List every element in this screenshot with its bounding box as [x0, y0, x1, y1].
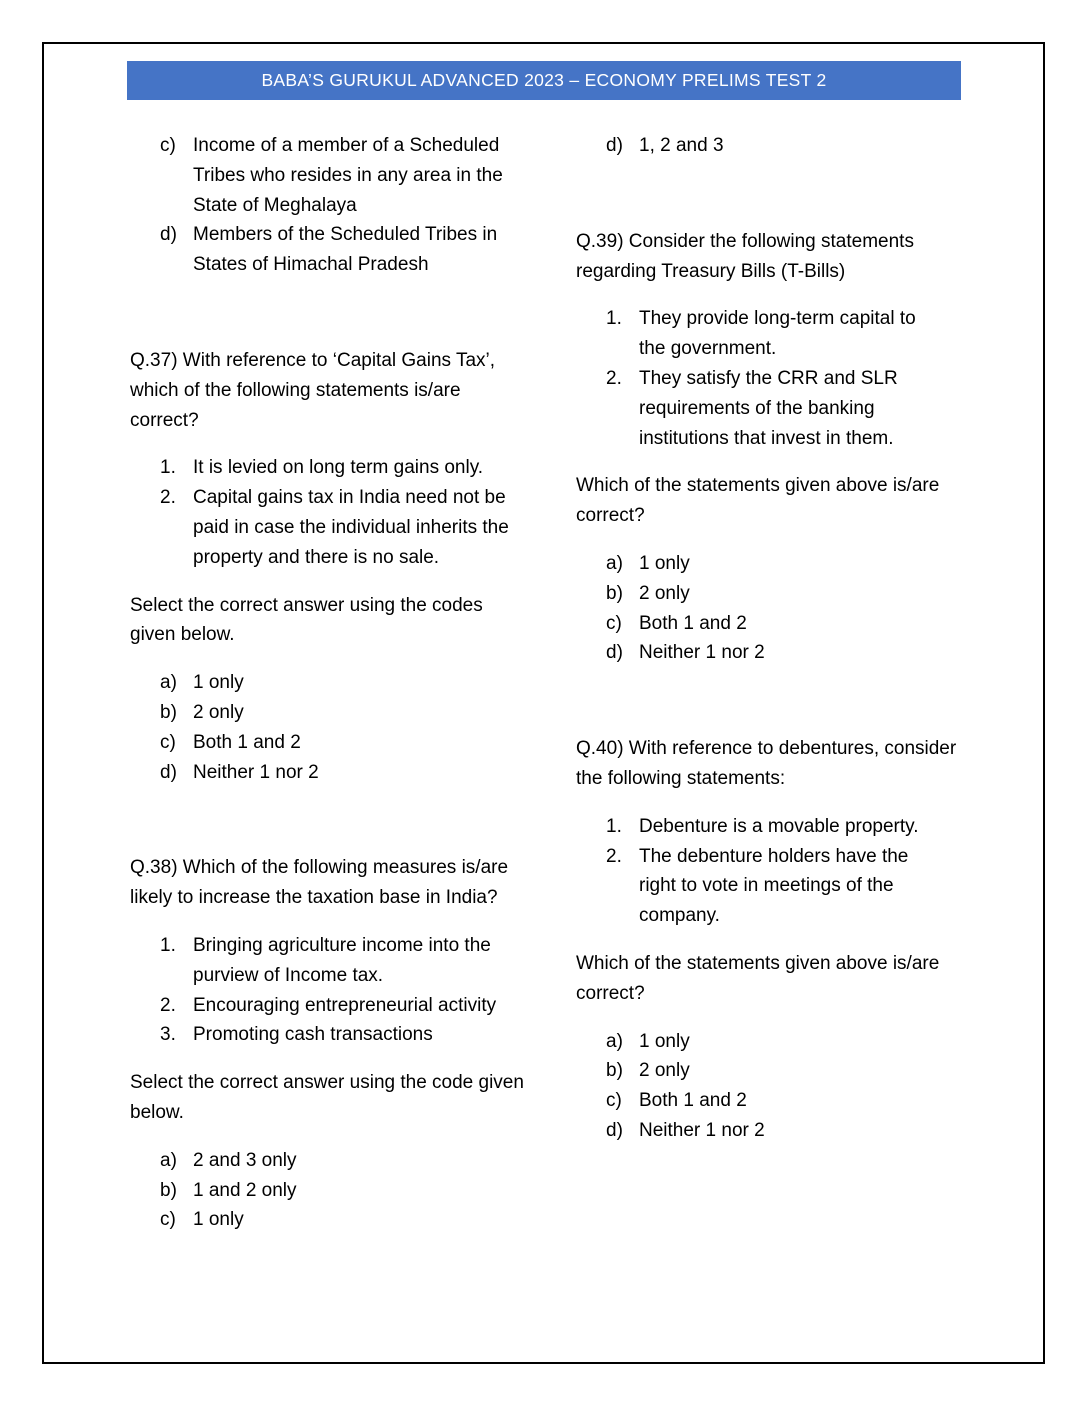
option-row [606, 579, 966, 609]
option-row [160, 1176, 530, 1206]
statement-row [160, 453, 530, 483]
option-row [606, 1086, 966, 1116]
option-row [160, 698, 530, 728]
statement-number: 1. [606, 815, 622, 837]
statement-row [606, 842, 966, 931]
left-column [130, 131, 530, 1253]
option-row [160, 728, 530, 758]
prev-question-options-left [130, 131, 530, 280]
statement-row [606, 364, 966, 453]
statement-number: 2. [160, 487, 176, 509]
option-row [160, 668, 530, 698]
question-37-intro: Q.37) With reference to ‘Capital Gains Tax’, which of the following statements is/are correct? [130, 349, 496, 431]
question-39-prompt: Which of the statements given above is/are correct? [576, 475, 940, 527]
option-text: Income of a member of a Scheduled Tribes who resides in any area in the State of Meghalaya [193, 135, 503, 216]
question-37-prompt: Select the correct answer using the codes given below. [130, 594, 483, 646]
option-row [606, 1027, 966, 1057]
statement-text: Capital gains tax in India need not be paid in case the individual inherits the property and there is no sale. [193, 487, 509, 568]
question-39-intro: Q.39) Consider the following statements regarding Treasury Bills (T-Bills) [576, 230, 914, 282]
option-label: b) [160, 701, 177, 723]
option-row [160, 758, 530, 788]
option-label: d) [160, 224, 177, 246]
option-label: c) [606, 612, 622, 634]
statement-row [606, 812, 966, 842]
statement-row [160, 991, 530, 1021]
option-text: 1 only [193, 672, 244, 694]
option-row [606, 609, 966, 639]
option-label: a) [160, 1149, 177, 1171]
question-39-options [576, 549, 966, 668]
question-37-statements [130, 453, 530, 572]
option-text: 2 only [193, 701, 244, 723]
option-label: d) [160, 761, 177, 783]
option-label: a) [606, 1030, 623, 1052]
statement-number: 2. [606, 845, 622, 867]
question-38-intro: Q.38) Which of the following measures is/are likely to increase the taxation base in India? [130, 857, 509, 909]
option-label: c) [160, 135, 176, 156]
statement-text: They satisfy the CRR and SLR requirements of the banking institutions that invest in them. [639, 367, 898, 449]
option-text: Both 1 and 2 [639, 1090, 747, 1112]
option-row [160, 1205, 530, 1235]
option-text: 2 and 3 only [193, 1149, 297, 1171]
question-39-statements [576, 304, 966, 453]
option-label: d) [606, 642, 623, 664]
option-label: c) [606, 1090, 622, 1112]
statement-text: It is levied on long term gains only. [193, 457, 484, 479]
question-38-options [130, 1146, 530, 1235]
statement-text: Promoting cash transactions [193, 1024, 433, 1046]
statement-row [606, 304, 966, 364]
option-row [160, 131, 530, 220]
option-label: c) [160, 1209, 176, 1231]
header-banner [127, 61, 961, 100]
option-text: 1 only [639, 1030, 690, 1052]
option-label: b) [606, 582, 623, 604]
statement-number: 1. [606, 308, 622, 330]
option-label: a) [606, 552, 623, 574]
option-label: a) [160, 672, 177, 694]
question-37-options [130, 668, 530, 787]
option-label: c) [160, 731, 176, 753]
header-title: BABA’S GURUKUL ADVANCED 2023 – ECONOMY PRELIMS TEST 2 [261, 70, 827, 90]
option-label: b) [160, 1179, 177, 1201]
option-text: 2 only [639, 582, 690, 604]
option-text: 1, 2 and 3 [639, 135, 724, 156]
statement-number: 3. [160, 1024, 176, 1046]
statement-number: 2. [606, 367, 622, 389]
option-text: 2 only [639, 1060, 690, 1082]
option-text: 1 and 2 only [193, 1179, 297, 1201]
option-text: 1 only [193, 1209, 244, 1231]
statement-number: 2. [160, 994, 176, 1016]
option-text: 1 only [639, 552, 690, 574]
statement-text: They provide long-term capital to the government. [639, 308, 916, 360]
statement-text: Bringing agriculture income into the purview of Income tax. [193, 934, 491, 986]
question-38-prompt: Select the correct answer using the code given below. [130, 1072, 524, 1123]
statement-row [160, 1020, 530, 1050]
option-label: d) [606, 1119, 623, 1141]
statement-row [160, 931, 530, 991]
option-text: Neither 1 nor 2 [639, 1119, 765, 1141]
option-row [606, 549, 966, 579]
right-column [576, 131, 966, 1164]
question-40-statements [576, 812, 966, 931]
option-text: Members of the Scheduled Tribes in States of Himachal Pradesh [193, 224, 498, 276]
statement-text: Encouraging entrepreneurial activity [193, 994, 497, 1016]
question-40-prompt: Which of the statements given above is/are correct? [576, 952, 940, 1004]
option-row [606, 638, 966, 668]
statement-number: 1. [160, 934, 176, 956]
option-row [160, 1146, 530, 1176]
option-text: Neither 1 nor 2 [193, 761, 319, 783]
question-40-intro: Q.40) With reference to debentures, consider the following statements: [576, 738, 957, 789]
statement-text: The debenture holders have the right to vote in meetings of the company. [639, 845, 909, 927]
option-label: d) [606, 135, 623, 156]
statement-row [160, 483, 530, 572]
question-40-options [576, 1027, 966, 1146]
option-row [606, 131, 966, 161]
statement-text: Debenture is a movable property. [639, 815, 919, 837]
prev-question-options-right [576, 131, 966, 161]
option-text: Both 1 and 2 [639, 612, 747, 634]
statement-number: 1. [160, 457, 176, 479]
option-row [606, 1056, 966, 1086]
option-text: Both 1 and 2 [193, 731, 301, 753]
option-row [160, 220, 530, 280]
option-row [606, 1116, 966, 1146]
question-38-statements [130, 931, 530, 1050]
option-label: b) [606, 1060, 623, 1082]
option-text: Neither 1 nor 2 [639, 642, 765, 664]
